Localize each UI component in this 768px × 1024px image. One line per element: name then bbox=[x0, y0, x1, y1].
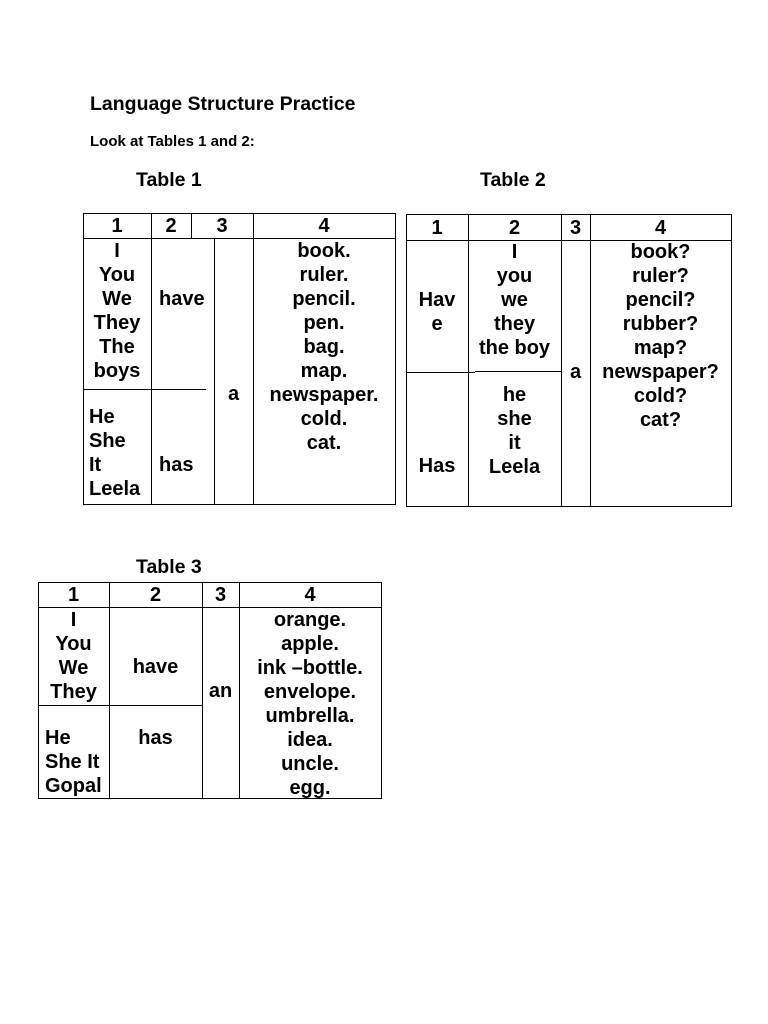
noun-list: book. ruler. pencil. pen. bag. map. newspaper. cold. cat. bbox=[269, 240, 379, 454]
subject-list: He She It Leela bbox=[89, 406, 141, 500]
noun-list: book? ruler? pencil? rubber? map? newspaper? cold? cat? bbox=[602, 241, 719, 431]
instruction-text: Look at Tables 1 and 2: bbox=[90, 133, 255, 150]
column-header: 2 bbox=[508, 217, 521, 239]
subject-list: he she it Leela bbox=[488, 384, 541, 478]
subject-list: He She It Gopal bbox=[45, 727, 102, 797]
column-header: 3 bbox=[216, 215, 228, 237]
verb-cell: has bbox=[159, 454, 194, 476]
column-header: 2 bbox=[149, 584, 162, 606]
column-header: 4 bbox=[318, 215, 330, 237]
column-header: 2 bbox=[165, 215, 177, 237]
subject-list: I You We They The boys bbox=[93, 240, 141, 382]
table-2 bbox=[406, 214, 732, 507]
table-2-caption: Table 2 bbox=[480, 169, 546, 191]
verb-cell: have bbox=[132, 656, 179, 678]
column-header: 4 bbox=[654, 217, 667, 239]
table-1 bbox=[83, 213, 396, 505]
verb-cell: Hav e bbox=[418, 289, 456, 335]
article-cell: an bbox=[208, 680, 233, 702]
table-3-caption: Table 3 bbox=[136, 556, 202, 578]
table-3 bbox=[38, 582, 382, 799]
subject-list: I You We They bbox=[50, 609, 97, 703]
verb-cell: Has bbox=[418, 455, 456, 477]
table-1-caption: Table 1 bbox=[136, 169, 202, 191]
article-cell: a bbox=[227, 383, 240, 405]
column-header: 1 bbox=[111, 215, 123, 237]
subject-list: I you we they the boy bbox=[478, 241, 551, 359]
column-header: 1 bbox=[67, 584, 80, 606]
page-title: Language Structure Practice bbox=[90, 93, 356, 115]
column-header: 3 bbox=[214, 584, 227, 606]
column-header: 4 bbox=[304, 584, 316, 606]
verb-cell: have bbox=[159, 288, 205, 310]
article-cell: a bbox=[569, 361, 582, 383]
noun-list: orange. apple. ink –bottle. envelope. umbrella. idea. uncle. egg. bbox=[257, 609, 363, 799]
column-header: 3 bbox=[569, 217, 582, 239]
column-header: 1 bbox=[431, 217, 443, 239]
verb-cell: has bbox=[138, 727, 173, 749]
